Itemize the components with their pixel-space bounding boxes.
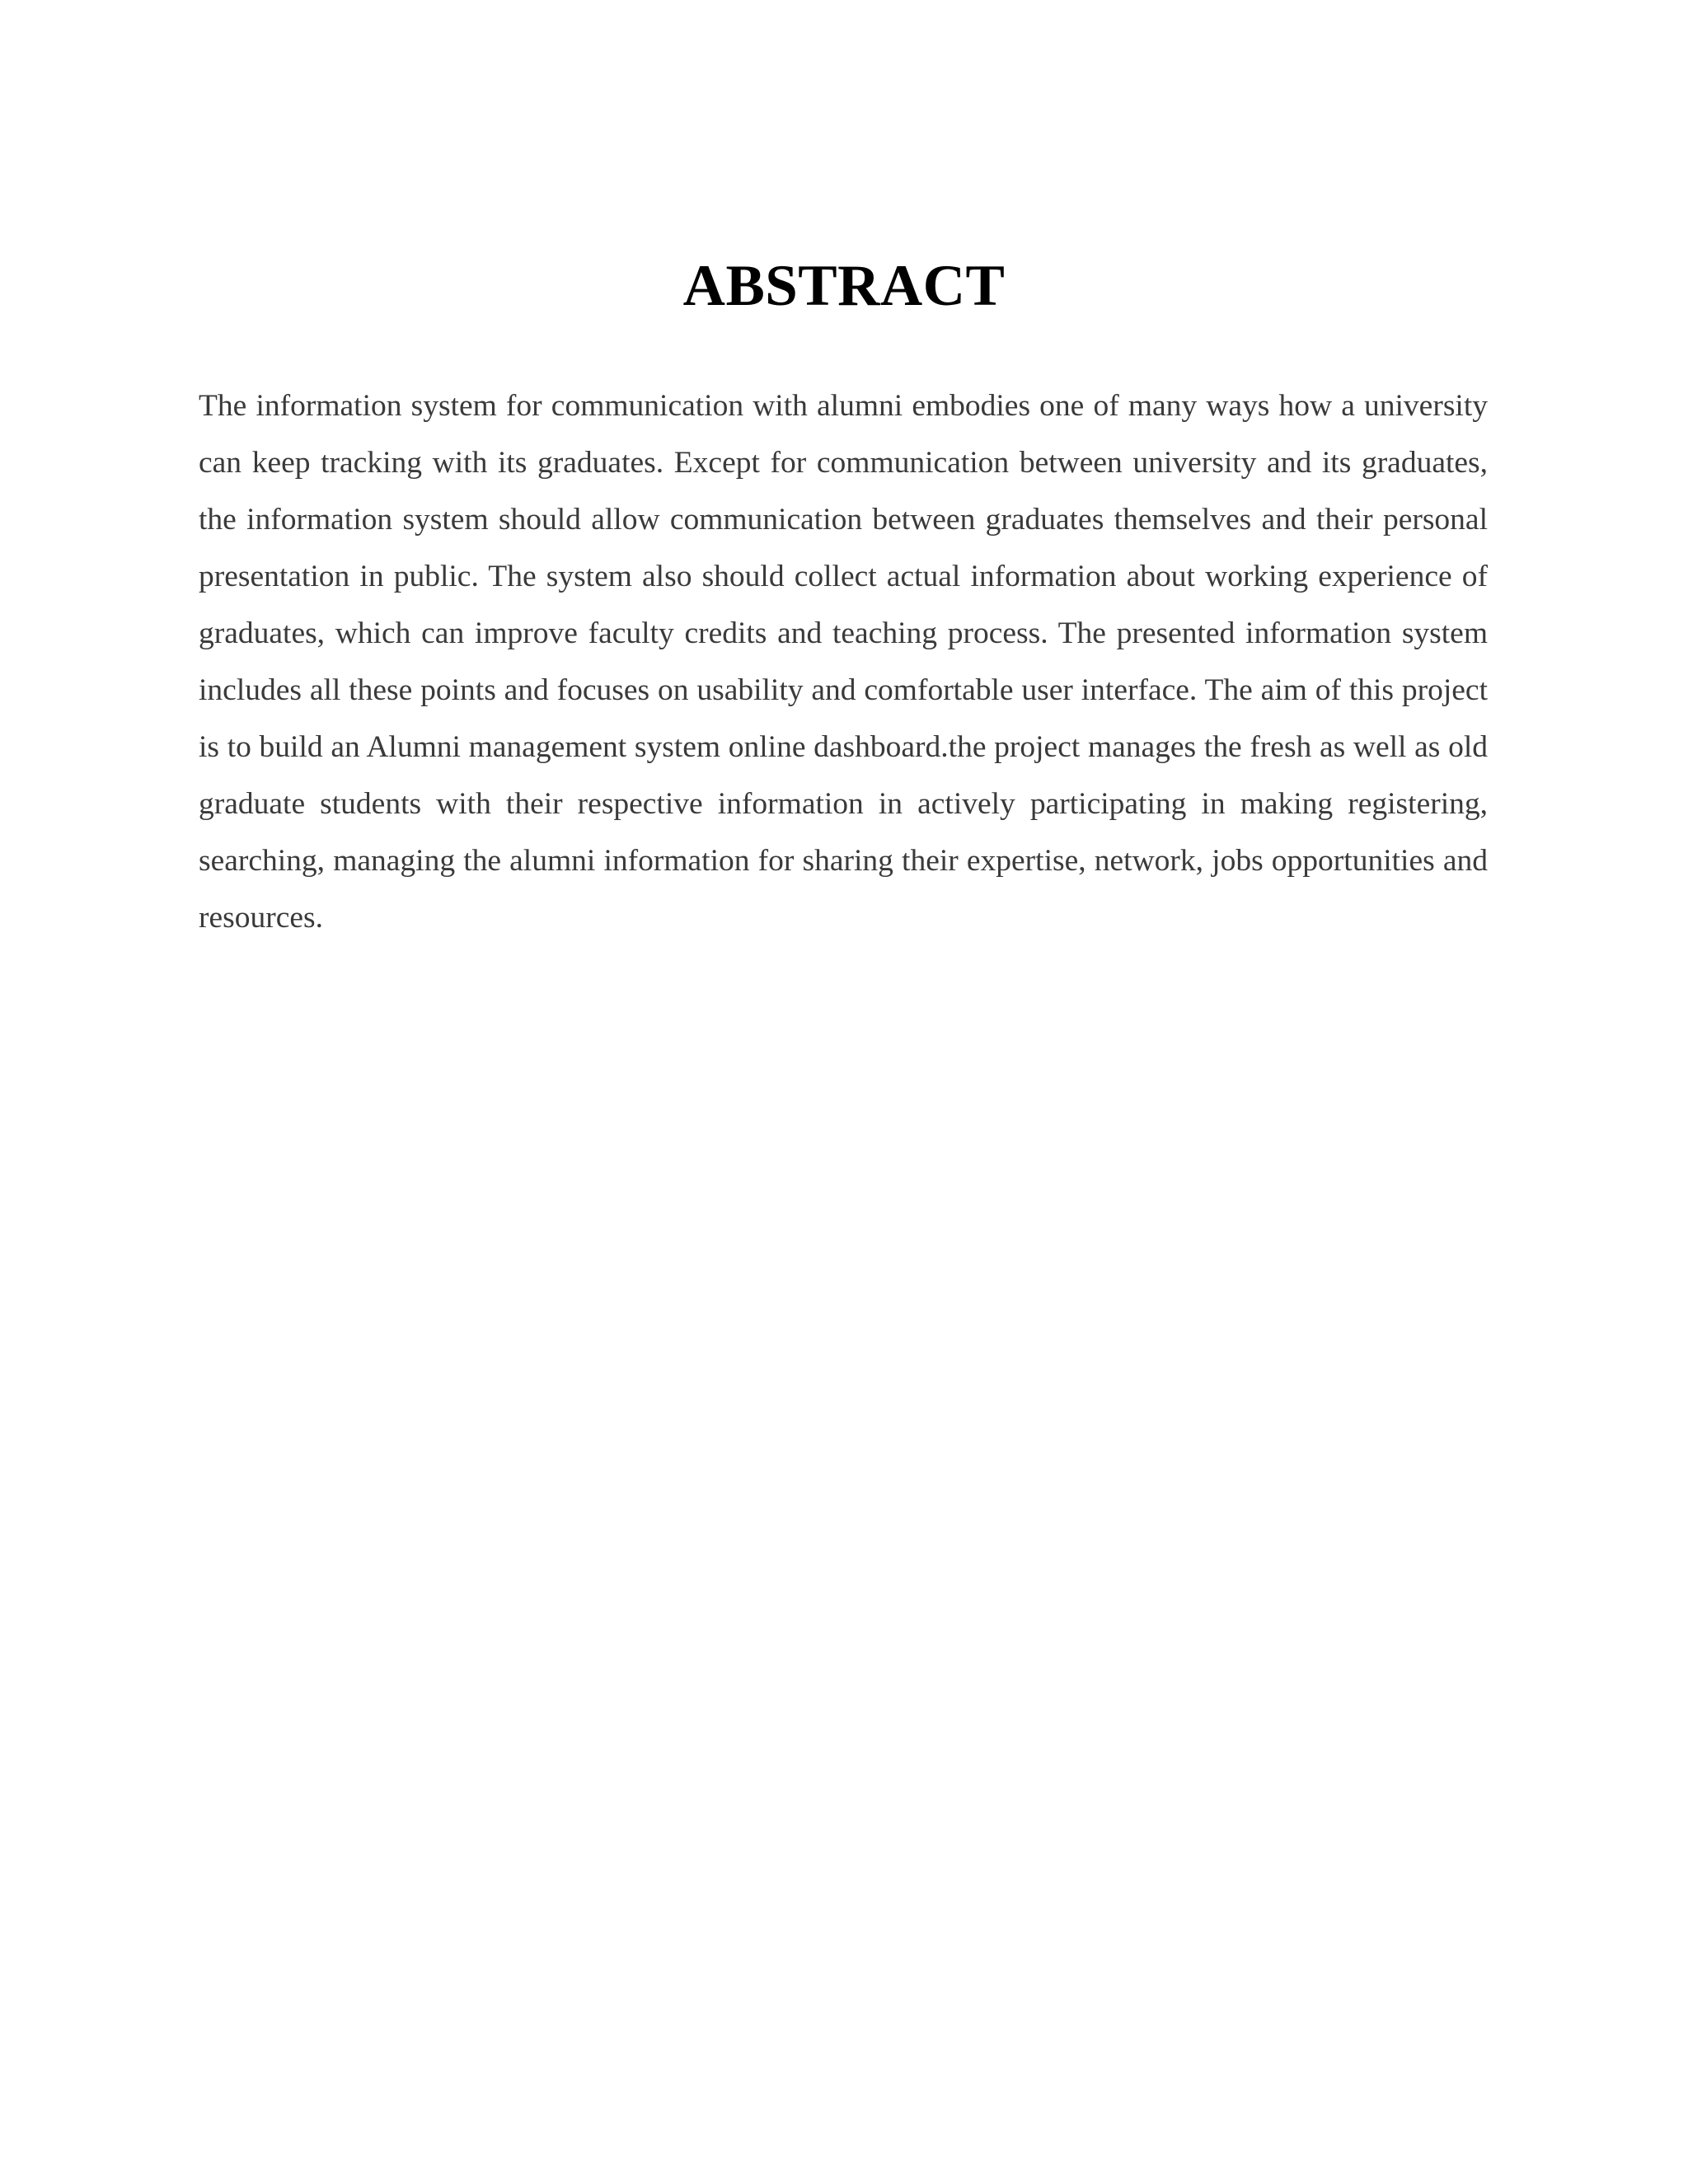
page-title: ABSTRACT [682,254,1006,318]
abstract-paragraph: The information system for communication with alumni embodies one of many ways how a university can keep tracking with its graduates. Except for communication between university and its graduates, the information system should allow communication between graduates themselves and their personal presentation in public. The system also should collect actual information about working experience of graduates, which can improve faculty credits and teaching process. The presented information system includes all these points and focuses on usability and comfortable user interface. The aim of this project is to build an Alumni management system online dashboard.the project manages the fresh as well as old graduate students with their respective information in actively participating in making registering, searching, managing the alumni information for sharing their expertise, network, jobs opportunities and resources. [199,389,1488,935]
